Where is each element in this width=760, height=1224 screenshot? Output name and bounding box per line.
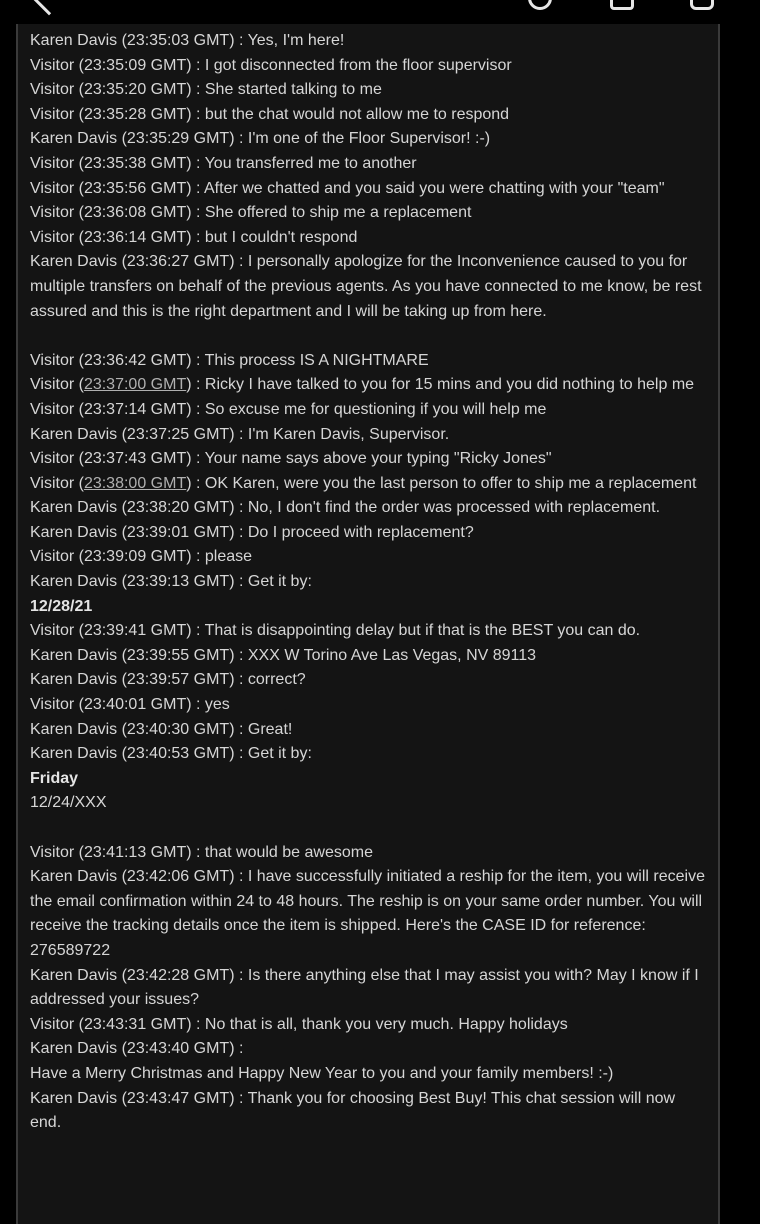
chat-message [30,644,706,669]
message-text: : So excuse me for questioning if you will help me [191,400,547,418]
chat-message [30,152,706,177]
message-text: : please [191,548,253,566]
top-toolbar [0,0,760,24]
message-sender: Karen Davis [30,253,122,271]
message-sender: Visitor [30,548,79,566]
message-sender: Karen Davis [30,130,122,148]
message-timestamp: (23:39:41 GMT) [78,622,192,640]
chat-message [30,103,706,128]
message-text: : I'm Karen Davis, Supervisor. [234,425,450,443]
message-sender: Karen Davis [30,646,122,664]
message-text: : Do I proceed with replacement? [234,523,474,541]
message-sender: Visitor [30,376,79,394]
message-text: : After we chatted and you said you were chatting with your "team" [191,179,665,197]
message-text: : I personally apologize for the Inconvenience caused to you for multiple transfers on behalf of the previous agents. As you have connected to me know, be rest assured and this is the right department and I will be taking up from here. [30,253,702,320]
message-timestamp: (23:35:20 GMT) [78,81,192,99]
message-sender: Karen Davis [30,720,122,738]
message-sender: Visitor [30,843,79,861]
message-text: : Is there anything else that I may assist you with? May I know if I addressed your issues? [30,966,699,1009]
chat-message [30,545,706,570]
message-text: : No that is all, thank you very much. Happy holidays [191,1015,568,1033]
message-sender: Karen Davis [30,573,122,591]
message-sender: Karen Davis [30,745,122,763]
chat-message [30,521,706,546]
message-sender: Visitor [30,1015,79,1033]
message-text: : No, I don't find the order was processed with replacement. [234,499,661,517]
message-text: : She started talking to me [191,81,382,99]
message-timestamp: (23:39:55 GMT) [121,646,235,664]
message-text: : This process IS A NIGHTMARE [191,351,429,369]
message-timestamp: (23:35:38 GMT) [78,154,192,172]
chat-message [30,841,706,866]
message-sender: Karen Davis [30,425,122,443]
message-sender: Karen Davis [30,1040,122,1058]
message-continuation-bold: 12/28/21 [30,597,93,615]
message-sender: Visitor [30,204,79,222]
message-text: : [234,1040,244,1058]
message-sender: Karen Davis [30,1089,122,1107]
message-text: : XXX W Torino Ave Las Vegas, NV 89113 [234,646,537,664]
message-text: : I'm one of the Floor Supervisor! :-) [234,130,491,148]
message-sender: Visitor [30,179,79,197]
message-sender: Visitor [30,105,79,123]
message-text: : I got disconnected from the floor supervisor [191,56,512,74]
message-text: : You transferred me to another [191,154,417,172]
message-text: : Thank you for choosing Best Buy! This chat session will now end. [30,1089,676,1132]
chat-message [30,423,706,448]
chat-message [30,1087,706,1136]
share-icon[interactable] [690,0,714,10]
message-sender: Visitor [30,450,79,468]
chat-message [30,1013,706,1038]
message-sender: Karen Davis [30,499,122,517]
chat-message [30,177,706,202]
message-text: : Ricky I have talked to you for 15 mins and you did nothing to help me [191,376,695,394]
message-sender: Visitor [30,228,79,246]
message-sender: Karen Davis [30,868,122,886]
message-timestamp: (23:36:27 GMT) [121,253,235,271]
message-text: : correct? [234,671,306,689]
message-timestamp: (23:35:03 GMT) [121,32,235,49]
message-timestamp: (23:40:30 GMT) [121,720,235,738]
message-timestamp: (23:43:31 GMT) [78,1015,192,1033]
chat-message [30,496,706,521]
message-timestamp: (23:39:57 GMT) [121,671,235,689]
message-timestamp: (23:36:08 GMT) [78,204,192,222]
message-text: : but the chat would not allow me to respond [191,105,510,123]
chat-message [30,1037,706,1062]
message-timestamp: (23:38:20 GMT) [121,499,235,517]
message-timestamp: (23:39:09 GMT) [78,548,192,566]
blank-line [30,816,706,841]
message-sender: Visitor [30,622,79,640]
message-sender: Karen Davis [30,671,122,689]
message-sender: Karen Davis [30,523,122,541]
message-timestamp: (23:35:29 GMT) [121,130,235,148]
message-text: : OK Karen, were you the last person to offer to ship me a replacement [191,474,697,492]
blank-line [30,324,706,349]
message-timestamp: (23:35:09 GMT) [78,56,192,74]
message-text: : I have successfully initiated a reship for the item, you will receive the email confirmation within 24 to 48 hours. The reship is on your same order number. You will receive the tracking details once the item is shipped. Here's the CASE ID for reference: 276589722 [30,868,705,959]
chat-message [30,349,706,374]
chat-message [30,201,706,226]
message-timestamp[interactable]: (23:37:00 GMT) [78,376,192,394]
message-timestamp: (23:42:06 GMT) [121,868,235,886]
chat-message [30,472,706,497]
chat-message [30,78,706,103]
message-timestamp: (23:39:01 GMT) [121,523,235,541]
chat-message [30,865,706,963]
message-timestamp: (23:43:40 GMT) [121,1040,235,1058]
message-timestamp: (23:37:14 GMT) [78,400,192,418]
timestamp-link[interactable]: 23:37:00 GMT [83,376,187,394]
chat-message [30,226,706,251]
message-text: : that would be awesome [191,843,373,861]
message-sender: Visitor [30,81,79,99]
message-sender: Visitor [30,56,79,74]
chat-message [30,668,706,693]
chat-message [30,964,706,1013]
chat-message [30,29,706,54]
message-sender: Visitor [30,696,79,714]
message-text: : She offered to ship me a replacement [191,204,472,222]
chat-message [30,398,706,423]
message-text: : but I couldn't respond [191,228,358,246]
chat-message [30,54,706,79]
trash-icon[interactable] [610,0,634,10]
message-text: : Get it by: [234,745,312,763]
chat-message [30,742,706,767]
message-sender: Karen Davis [30,966,122,984]
message-sender: Visitor [30,474,79,492]
message-timestamp: (23:36:14 GMT) [78,228,192,246]
message-text: : Get it by: [234,573,312,591]
message-timestamp[interactable]: (23:38:00 GMT) [78,474,192,492]
chat-message [30,127,706,152]
timestamp-link[interactable]: 23:38:00 GMT [83,474,187,492]
message-continuation: Have a Merry Christmas and Happy New Year to you and your family members! :-) [30,1064,614,1082]
message-timestamp: (23:36:42 GMT) [78,351,192,369]
message-sender: Visitor [30,154,79,172]
message-text: : Your name says above your typing "Ricky Jones" [191,450,552,468]
chat-message [30,447,706,472]
message-timestamp: (23:41:13 GMT) [78,843,192,861]
chat-message [30,250,706,324]
message-continuation-bold: Friday [30,769,79,787]
message-sender: Visitor [30,351,79,369]
chat-message [30,570,706,595]
location-icon[interactable] [528,0,552,10]
message-text: : Great! [234,720,293,738]
message-timestamp: (23:39:13 GMT) [121,573,235,591]
message-timestamp: (23:37:25 GMT) [121,425,235,443]
message-timestamp: (23:40:01 GMT) [78,696,192,714]
message-text: : That is disappointing delay but if that is the BEST you can do. [191,622,641,640]
message-timestamp: (23:43:47 GMT) [121,1089,235,1107]
message-timestamp: (23:35:56 GMT) [78,179,192,197]
chat-message [30,718,706,743]
message-timestamp: (23:40:53 GMT) [121,745,235,763]
message-text: : Yes, I'm here! [234,32,345,49]
message-sender: Karen Davis [30,32,122,49]
message-timestamp: (23:35:28 GMT) [78,105,192,123]
message-timestamp: (23:42:28 GMT) [121,966,235,984]
back-arrow-icon[interactable] [31,0,68,15]
message-sender: Visitor [30,400,79,418]
chat-message [30,693,706,718]
chat-message [30,373,706,398]
message-text: : yes [191,696,230,714]
message-timestamp: (23:37:43 GMT) [78,450,192,468]
message-continuation: 12/24/XXX [30,794,107,812]
chat-message [30,619,706,644]
chat-transcript [16,24,720,1224]
